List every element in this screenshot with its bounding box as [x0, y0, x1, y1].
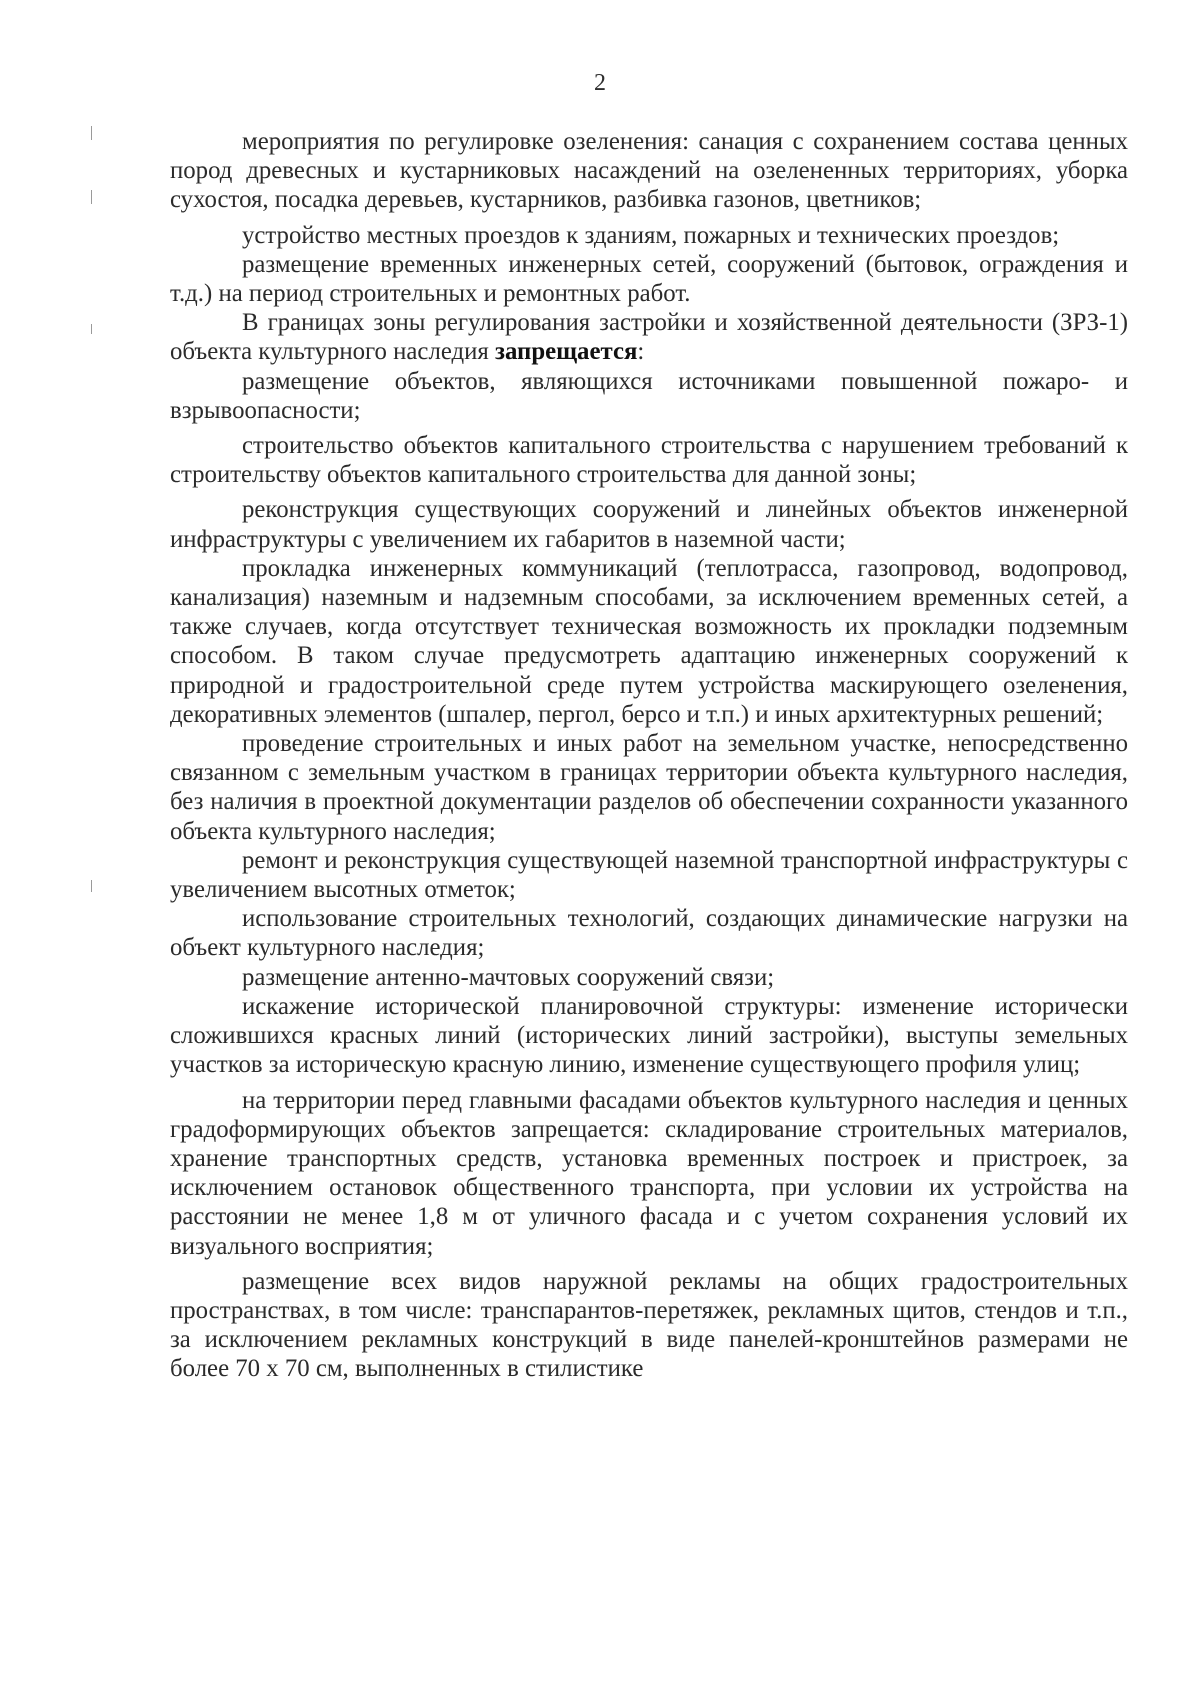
- paragraph: ремонт и реконструкция существующей наземной транспортной инфраструктуры с увеличением высотных отметок;: [170, 846, 1128, 904]
- scan-margin-mark: [91, 880, 92, 892]
- scan-margin-mark: [91, 126, 92, 140]
- paragraph: размещение временных инженерных сетей, сооружений (бытовок, ограждения и т.д.) на период строительных и ремонтных работ.: [170, 250, 1128, 308]
- emphasis-prohibited: запрещается: [495, 338, 638, 366]
- page-number: 2: [594, 70, 606, 96]
- paragraph: мероприятия по регулировке озеленения: санация с сохранением состава ценных пород древесных и кустарниковых насаждений на озелененных территориях, уборка сухостоя, посадка деревьев, кустарников, разбивка газонов, цветников;: [170, 128, 1128, 214]
- paragraph: на территории перед главными фасадами объектов культурного наследия и ценных градоформирующих объектов запрещается: складирование строительных материалов, хранение транспортных средств, установка временных построек и пристроек, за исключением остановок общественного транспорта, при условии их устройства на расстоянии не менее 1,8 м от уличного фасада и с учетом сохранения условий их визуального восприятия;: [170, 1086, 1128, 1260]
- paragraph: использование строительных технологий, создающих динамические нагрузки на объект культурного наследия;: [170, 905, 1128, 962]
- paragraph-text: :: [637, 338, 645, 366]
- paragraph: размещение всех видов наружной рекламы на общих градостроительных пространствах, в том числе: транспарантов-перетяжек, рекламных щитов, стендов и т.п., за исключением рекламных конструкций в виде панелей-кронштейнов размерами не более 70 х 70 см, выполненных в стилистике: [170, 1267, 1128, 1383]
- paragraph: проведение строительных и иных работ на земельном участке, непосредственно связанном с земельным участком в границах территории объекта культурного наследия, без наличия в проектной документации разделов об обеспечении сохранности указанного объекта культурного наследия;: [170, 730, 1128, 845]
- paragraph-zone-restrictions-intro: [170, 308, 1128, 366]
- paragraph: прокладка инженерных коммуникаций (теплотрасса, газопровод, водопровод, канализация) наземным и надземным способами, за исключением временных сетей, а также случаев, когда отсутствует техническая возможность их прокладки подземным способом. В таком случае предусмотреть адаптацию инженерных сооружений к природной и градостроительной среде путем устройства маскирующего озеленения, декоративных элементов (шпалер, пергол, берсо и т.п.) и иных архитектурных решений;: [170, 554, 1128, 728]
- paragraph: реконструкция существующих сооружений и линейных объектов инженерной инфраструктуры с увеличением их габаритов в наземной части;: [170, 496, 1128, 553]
- paragraph: размещение объектов, являющихся источниками повышенной пожаро- и взрывоопасности;: [170, 367, 1128, 424]
- document-body: [170, 127, 1128, 1384]
- paragraph: строительство объектов капитального строительства с нарушением требований к строительству объектов капитального строительства для данной зоны;: [170, 432, 1128, 489]
- scan-margin-mark: [91, 190, 92, 204]
- paragraph: размещение антенно-мачтовых сооружений связи;: [242, 963, 775, 991]
- paragraph: искажение исторической планировочной структуры: изменение исторически сложившихся красных линий (исторических линий застройки), выступы земельных участков за историческую красную линию, изменение существующего профиля улиц;: [170, 992, 1128, 1079]
- paragraph-text: В границах зоны регулирования застройки и хозяйственной деятельности (ЗРЗ-1) объекта культурного наследия: [170, 309, 1128, 366]
- scan-margin-mark: [91, 324, 92, 334]
- paragraph: устройство местных проездов к зданиям, пожарных и технических проездов;: [242, 221, 1060, 249]
